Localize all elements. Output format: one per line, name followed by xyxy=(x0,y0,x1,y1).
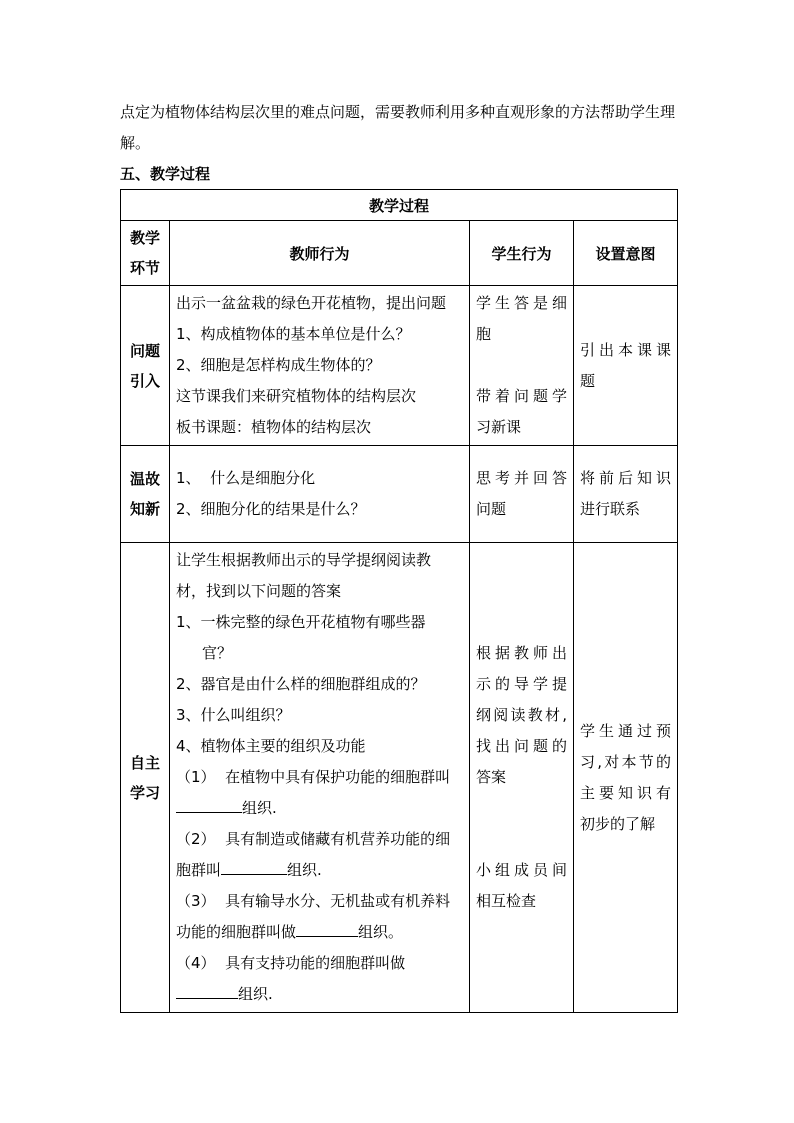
purpose-line: 学生通过预 xyxy=(580,721,672,740)
answer-blank xyxy=(176,797,242,813)
stage-label-line1: 自主 xyxy=(129,753,160,772)
student-line: 纲阅读教材, xyxy=(476,706,567,724)
student-line: 示的导学提 xyxy=(476,675,567,693)
teacher-line xyxy=(176,855,463,886)
header-teacher: 教师行为 xyxy=(170,221,470,286)
teacher-line: 2、器官是由什么样的细胞群组成的？ xyxy=(176,675,426,693)
header-stage xyxy=(121,221,170,286)
purpose-line: 将前后知识 xyxy=(580,469,672,487)
header-stage-line1: 教学 xyxy=(129,229,160,247)
teacher-line xyxy=(176,917,463,948)
blank-suffix: 组织. xyxy=(242,799,277,817)
teacher-line: 材，找到以下问题的答案 xyxy=(176,582,342,600)
student-cell xyxy=(470,543,574,1013)
purpose-cell xyxy=(574,543,678,1013)
purpose-line: 初步的了解 xyxy=(580,814,656,833)
teacher-line: 板书课题：植物体的结构层次 xyxy=(176,418,372,436)
teacher-line: （4） 具有支持功能的细胞群叫做 xyxy=(176,954,406,972)
teacher-line: 2、细胞是怎样构成生物体的？ xyxy=(176,356,381,374)
teacher-line: （1） 在植物中具有保护功能的细胞群叫 xyxy=(176,768,451,786)
teacher-line: （2） 具有制造或储藏有机营养功能的细 xyxy=(176,830,451,848)
blank-prefix: 胞群叫 xyxy=(176,861,222,879)
stage-label-line2: 学习 xyxy=(129,783,160,802)
stage-cell xyxy=(121,446,170,543)
teacher-line: 1、构成植物体的基本单位是什么？ xyxy=(176,325,411,343)
blank-prefix: 功能的细胞群叫做 xyxy=(176,923,297,941)
header-student: 学生行为 xyxy=(470,221,574,286)
teacher-line xyxy=(176,793,463,824)
stage-label-line1: 温故 xyxy=(129,470,160,488)
teacher-line: 1、一株完整的绿色开花植物有哪些器 xyxy=(176,613,426,631)
teacher-line: （3） 具有输导水分、无机盐或有机养料 xyxy=(176,892,451,910)
purpose-line: 引出本课课 xyxy=(580,340,672,359)
stage-cell xyxy=(121,286,170,446)
student-line: 思考并回答 xyxy=(476,469,567,487)
table-title: 教学过程 xyxy=(121,190,678,221)
blank-suffix: 组织. xyxy=(238,985,273,1003)
intro-paragraph: 点定为植物体结构层次里的难点问题，需要教师利用多种直观形象的方法帮助学生理解。 xyxy=(120,103,676,152)
student-line: 答案 xyxy=(476,768,507,786)
table-row xyxy=(121,286,678,446)
purpose-line: 题 xyxy=(580,371,596,390)
student-line: 小组成员间 xyxy=(476,861,567,879)
student-cell xyxy=(470,286,574,446)
teacher-line: 让学生根据教师出示的导学提纲阅读教 xyxy=(176,551,432,569)
teacher-line xyxy=(176,979,463,1010)
teacher-cell xyxy=(170,446,470,543)
student-cell xyxy=(470,446,574,543)
header-stage-line2: 环节 xyxy=(129,259,160,277)
student-line: 带着问题学 xyxy=(476,387,567,405)
section-title: 五、教学过程 xyxy=(120,165,211,183)
table-row xyxy=(121,543,678,1013)
student-line: 胞 xyxy=(476,325,492,343)
purpose-line: 进行联系 xyxy=(580,500,641,518)
teaching-process-table xyxy=(120,189,678,1013)
blank-suffix: 组织。 xyxy=(358,923,404,941)
teacher-cell xyxy=(170,543,470,1013)
stage-label-line2: 引入 xyxy=(129,371,160,390)
student-line: 找出问题的 xyxy=(476,737,567,755)
teacher-line: 1、 什么是细胞分化 xyxy=(176,469,316,487)
answer-blank xyxy=(221,859,287,875)
student-line: 相互检查 xyxy=(476,892,537,910)
purpose-line: 主要知识有 xyxy=(580,783,672,802)
teacher-line: 3、什么叫组织？ xyxy=(176,706,291,724)
answer-blank xyxy=(176,983,238,999)
teacher-line: 出示一盆盆栽的绿色开花植物，提出问题 xyxy=(176,294,447,312)
blank-suffix: 组织. xyxy=(287,861,322,879)
teacher-cell xyxy=(170,286,470,446)
stage-label-line1: 问题 xyxy=(129,341,160,360)
answer-blank xyxy=(296,921,358,937)
purpose-cell xyxy=(574,286,678,446)
student-line: 习新课 xyxy=(476,418,522,436)
stage-cell xyxy=(121,543,170,1013)
purpose-cell xyxy=(574,446,678,543)
student-line: 学生答是细 xyxy=(476,294,567,312)
teacher-line: 这节课我们来研究植物体的结构层次 xyxy=(176,387,417,405)
student-line: 问题 xyxy=(476,500,507,518)
table-row xyxy=(121,446,678,543)
header-purpose: 设置意图 xyxy=(574,221,678,286)
stage-label-line2: 知新 xyxy=(129,500,160,518)
teacher-line: 官？ xyxy=(202,644,233,662)
purpose-line: 习,对本节的 xyxy=(580,752,672,771)
student-line: 根据教师出 xyxy=(476,644,567,662)
teacher-line: 2、细胞分化的结果是什么？ xyxy=(176,500,366,518)
teacher-line: 4、植物体主要的组织及功能 xyxy=(176,737,366,755)
